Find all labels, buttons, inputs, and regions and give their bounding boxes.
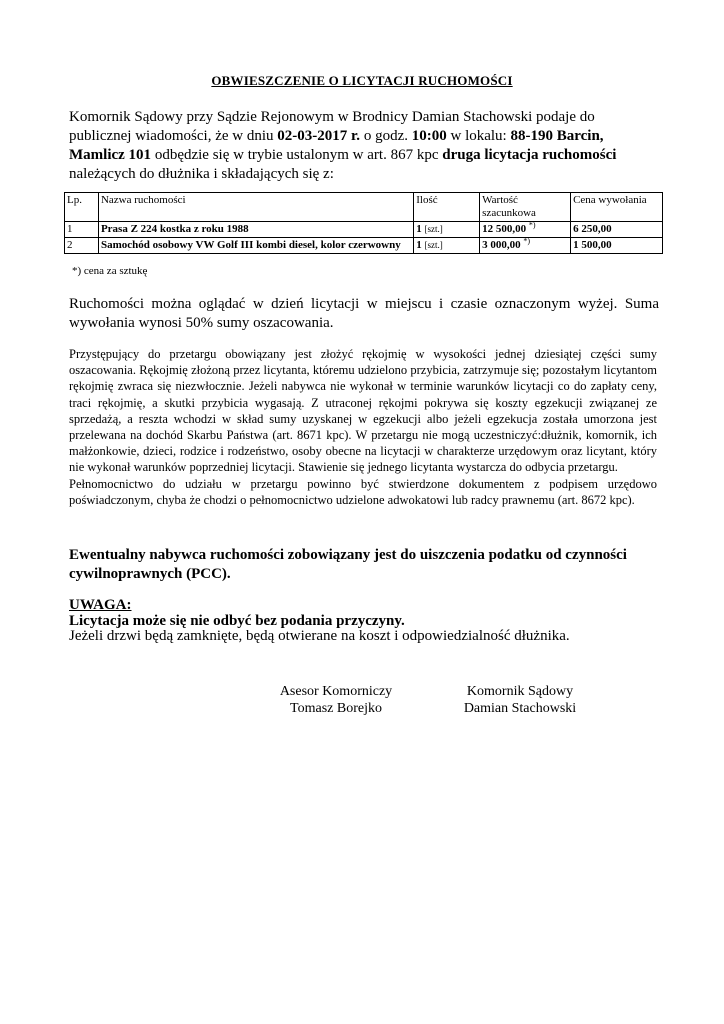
intro-paragraph [69, 108, 659, 184]
intro-text-5: należących do dłużnika i składających się z: [69, 166, 334, 182]
row-value-cell [480, 238, 571, 254]
header-name: Nazwa ruchomości [98, 193, 413, 222]
row-lp: 2 [65, 238, 99, 254]
row-value: 12 500,00 [482, 223, 527, 235]
signature-assessor-title: Asesor Komorniczy [279, 684, 393, 699]
row-price: 1 500,00 [571, 238, 663, 254]
intro-text-1: Komornik Sądowy przy Sądzie Rejonowym w Brodnicy Damian Stachowski podaje do publicznej wiadomości, że w dniu [69, 109, 595, 144]
rules-paragraph-deposit: Przystępujący do przetargu obowiązany jest złożyć rękojmię w wysokości jednej dziesiątej części sumy oszacowania. Rękojmię złożoną przez licytanta, któremu udzielono przybicia, zatrzymuje się; pozostałym licytantom rękojmię zwraca się niezwłocznie. Jeżeli nabywca nie wykonał w terminie warunków licytacji co do zapłaty ceny, traci rękojmię, a skutki przybicia wygasają. Z utraconej rękojmi pokrywa się koszty egzekucji związanej ze sprzedażą, a reszta wchodzi w skład sumy uzyskanej w egzekucji albo jeżeli egzekucja została umorzona jest przelewana na dochód Skarbu Państwa (art. 8671 kpc). W przetargu nie mogą uczestniczyć:dłużnik, komornik, ich małżonkowie, dzieci, rodzice i rodzeństwo, osoby obecne na licytacji w charakterze urzędowym oraz licytant, który nie wykonał warunków poprzedniej licytacji. Stawienie się jednego licytanta wystarcza do odbycia przetargu. [69, 347, 657, 475]
pcc-notice: Ewentualny nabywca ruchomości zobowiązany jest do uiszczenia podatku od czynności cywilnoprawnych (PCC). [69, 547, 627, 582]
table-footnote: *) cena za sztukę [72, 265, 148, 277]
auction-date: 02-03-2017 r. [277, 128, 361, 144]
intro-text-4: odbędzie się w trybie ustalonym w art. 867 kpc [151, 147, 443, 163]
table-row [65, 222, 663, 238]
warning-line-2: Jeżeli drzwi będą zamknięte, będą otwierane na koszt i odpowiedzialność dłużnika. [69, 628, 570, 644]
table-header-row [65, 193, 663, 222]
row-lp: 1 [65, 222, 99, 238]
row-price: 6 250,00 [571, 222, 663, 238]
row-qty-cell [414, 238, 480, 254]
signature-bailiff-title: Komornik Sądowy [466, 684, 574, 699]
auction-time: 10:00 [411, 128, 447, 144]
table-row [65, 238, 663, 254]
warning-heading: UWAGA: [69, 597, 132, 613]
row-name: Samochód osobowy VW Golf III kombi diesel, kolor czerwowny [98, 238, 413, 254]
row-qty: 1 [416, 223, 422, 235]
row-name: Prasa Z 224 kostka z roku 1988 [98, 222, 413, 238]
header-value: Wartość szacunkowa [480, 193, 571, 222]
document-title: OBWIESZCZENIE O LICYTACJI RUCHOMOŚCI [211, 73, 513, 88]
auction-place: 88-190 Barcin, Mamlicz 101 [69, 128, 604, 163]
intro-text-3: w lokalu: [446, 128, 511, 144]
auction-type: druga licytacja ruchomości [442, 147, 617, 163]
signature-bailiff [450, 683, 590, 717]
warning-line-1: Licytacja może się nie odbyć bez podania przyczyny. [69, 613, 405, 629]
signature-assessor [266, 683, 406, 717]
row-value-mark: *) [528, 220, 536, 230]
auction-rules [69, 346, 657, 508]
row-unit: [szt.] [424, 240, 443, 250]
row-value-mark: *) [523, 236, 531, 246]
inspection-paragraph: Ruchomości można oglądać w dzień licytacji w miejscu i czasie oznaczonym wyżej. Suma wywołania wynosi 50% sumy oszacowania. [69, 296, 659, 331]
rules-paragraph-proxy: Pełnomocnictwo do udziału w przetargu powinno być stwierdzone dokumentem z podpisem urzędowo poświadczonym, chyba że chodzi o pełnomocnictwo udzielone adwokatowi lub radcy prawnemu (art. 8672 kpc). [69, 476, 657, 507]
intro-text-2: o godz. [360, 128, 412, 144]
row-qty-cell [414, 222, 480, 238]
signature-assessor-name: Tomasz Borejko [290, 701, 382, 716]
row-unit: [szt.] [424, 224, 443, 234]
header-qty: Ilość [414, 193, 480, 222]
items-table [64, 192, 663, 254]
row-qty: 1 [416, 239, 422, 251]
header-price: Cena wywołania [571, 193, 663, 222]
header-lp: Lp. [65, 193, 99, 222]
signature-bailiff-name: Damian Stachowski [463, 701, 577, 716]
row-value-cell [480, 222, 571, 238]
row-value: 3 000,00 [482, 239, 521, 251]
